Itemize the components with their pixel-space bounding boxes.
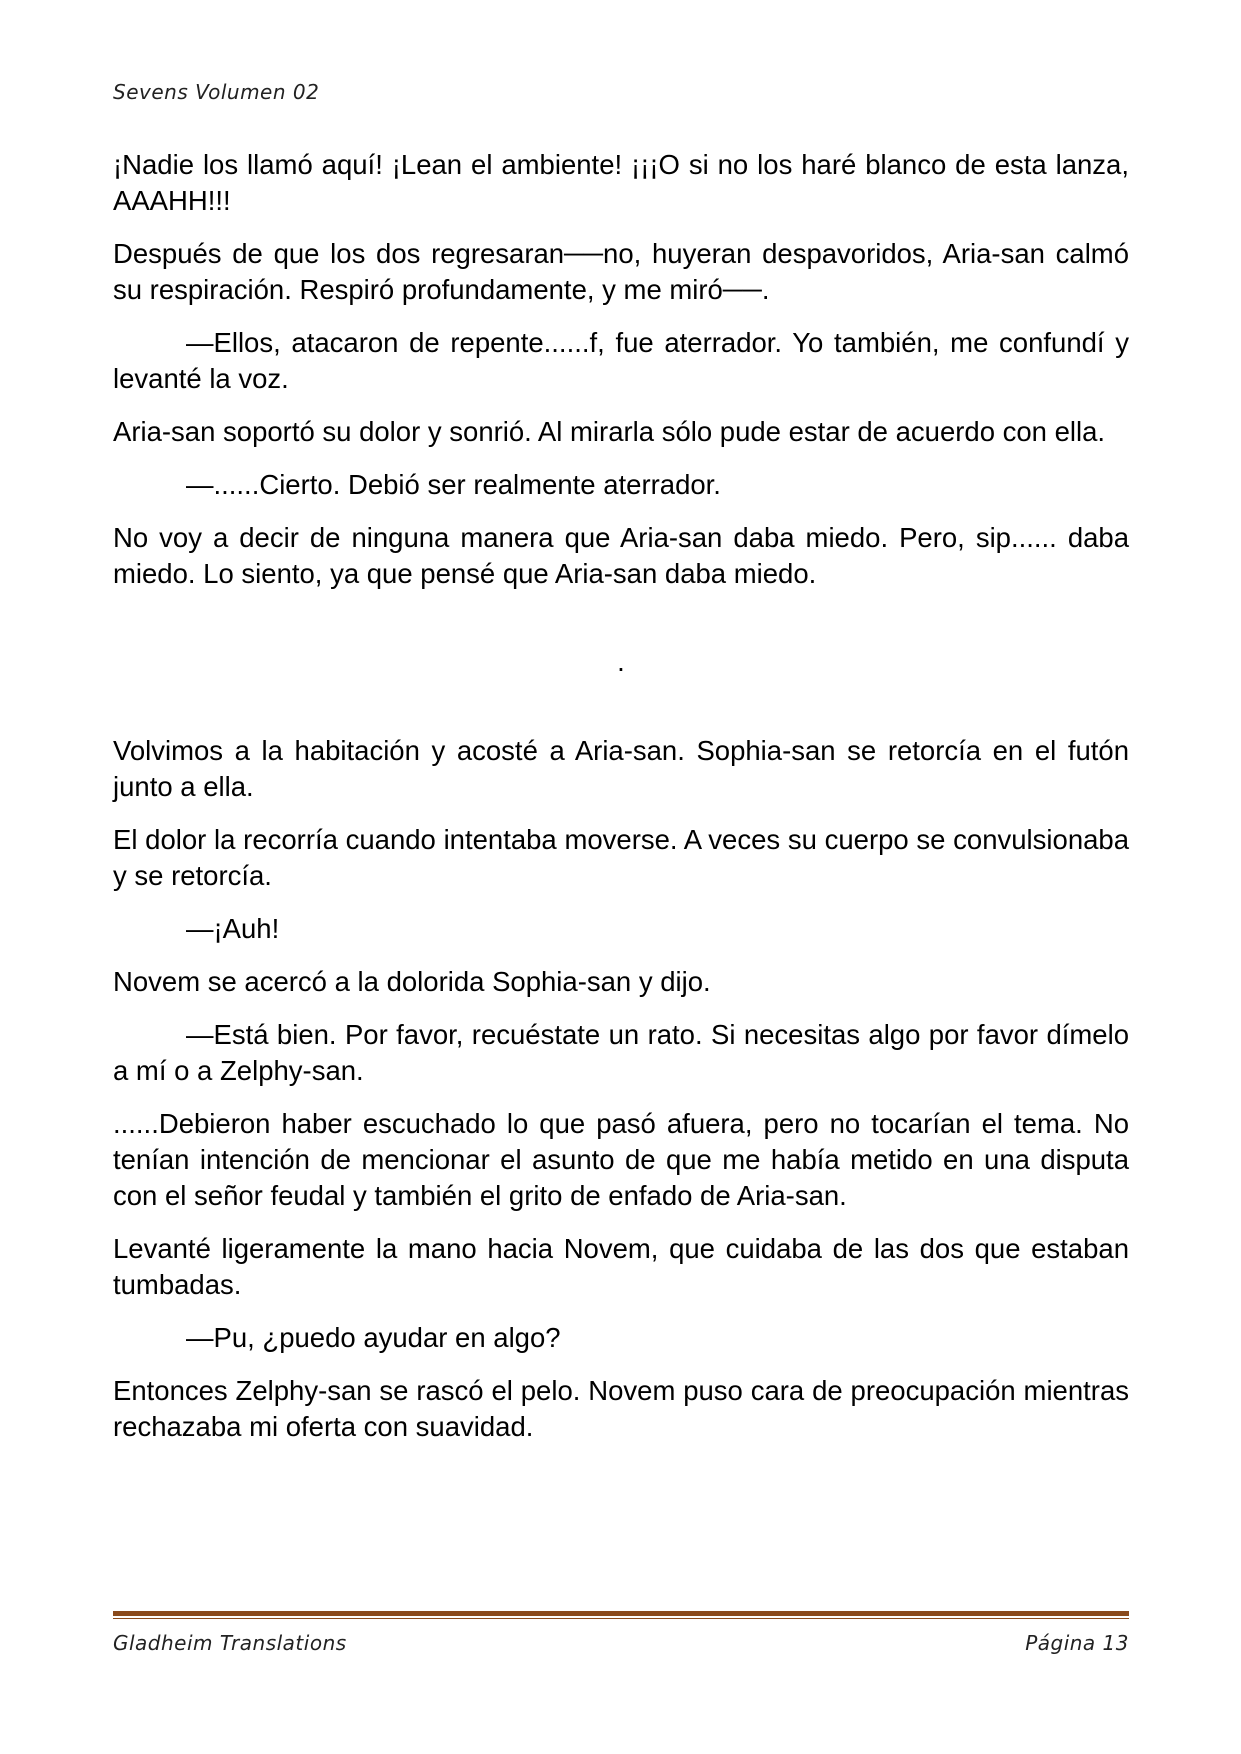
dialogue-paragraph: —Ellos, atacaron de repente......f, fue aterrador. Yo también, me confundí y levanté la voz. [113, 327, 1129, 394]
paragraph: Después de que los dos regresaran──no, huyeran despavoridos, Aria-san calmó su respiración. Respiró profundamente, y me miró──. [113, 238, 1129, 305]
running-header: Sevens Volumen 02 [113, 80, 320, 104]
paragraph: Entonces Zelphy-san se rascó el pelo. Novem puso cara de preocupación mientras rechazaba mi oferta con suavidad. [113, 1375, 1129, 1442]
dialogue-paragraph: —¡Auh! [186, 913, 280, 944]
body-text [113, 147, 1129, 1462]
footer-rule-thick [113, 1611, 1129, 1616]
dialogue-paragraph: —......Cierto. Debió ser realmente aterrador. [186, 469, 721, 500]
paragraph: El dolor la recorría cuando intentaba moverse. A veces su cuerpo se convulsionaba y se retorcía. [113, 824, 1129, 891]
paragraph: No voy a decir de ninguna manera que Aria-san daba miedo. Pero, sip...... daba miedo. Lo siento, ya que pensé que Aria-san daba miedo. [113, 522, 1129, 589]
scene-separator: . [617, 646, 625, 677]
page-number: Página 13 [1025, 1631, 1129, 1655]
dialogue-paragraph: —Pu, ¿puedo ayudar en algo? [186, 1322, 561, 1353]
paragraph: Levanté ligeramente la mano hacia Novem, que cuidaba de las dos que estaban tumbadas. [113, 1233, 1129, 1300]
paragraph: ......Debieron haber escuchado lo que pasó afuera, pero no tocarían el tema. No tenían intención de mencionar el asunto de que me había metido en una disputa con el señor feudal y también el grito de enfado de Aria-san. [113, 1108, 1129, 1211]
paragraph: Volvimos a la habitación y acosté a Aria-san. Sophia-san se retorcía en el futón junto a ella. [113, 735, 1129, 802]
dialogue-paragraph: —Está bien. Por favor, recuéstate un rato. Si necesitas algo por favor dímelo a mí o a Zelphy-san. [113, 1019, 1129, 1086]
footer-rule-thin [113, 1618, 1129, 1619]
paragraph: Novem se acercó a la dolorida Sophia-san y dijo. [113, 966, 711, 997]
footer-publisher: Gladheim Translations [113, 1631, 347, 1655]
paragraph: ¡Nadie los llamó aquí! ¡Lean el ambiente! ¡¡¡O si no los haré blanco de esta lanza, AAAHH!!! [113, 149, 1129, 216]
paragraph: Aria-san soportó su dolor y sonrió. Al mirarla sólo pude estar de acuerdo con ella. [113, 416, 1106, 447]
